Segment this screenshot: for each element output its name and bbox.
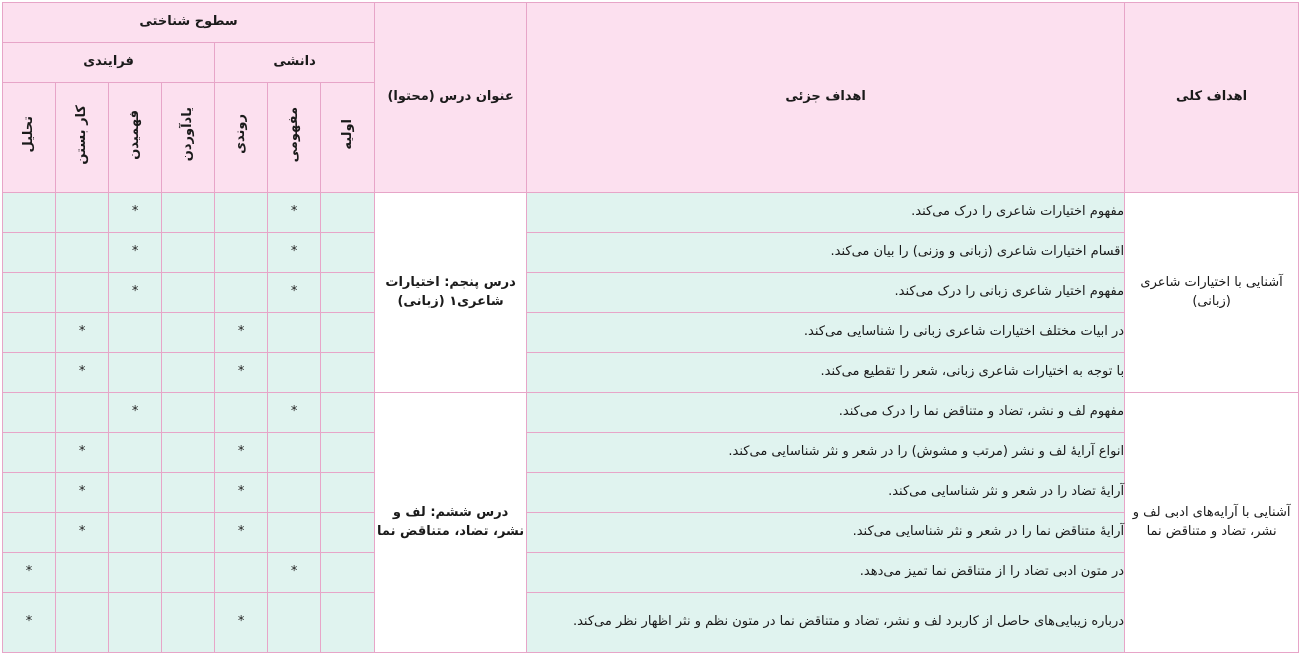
level-mark-cell: *	[268, 393, 321, 433]
level-mark-cell	[268, 313, 321, 353]
partial-goal-cell: در ابیات مختلف اختیارات شاعری زبانی را شناسایی می‌کند.	[527, 313, 1125, 353]
level-mark-cell	[321, 313, 375, 353]
level-mark-cell	[321, 553, 375, 593]
level-label: تحلیل	[20, 116, 36, 153]
level-header	[268, 83, 321, 193]
knowledge-header: دانشی	[215, 43, 375, 83]
level-label: کار بستن	[74, 104, 89, 165]
level-mark-cell: *	[268, 193, 321, 233]
level-mark-cell	[109, 313, 162, 353]
level-label: روندی	[233, 114, 248, 155]
level-mark-cell	[162, 473, 215, 513]
level-mark-cell: *	[109, 393, 162, 433]
level-mark-cell	[162, 193, 215, 233]
level-header	[3, 83, 56, 193]
level-mark-cell: *	[268, 273, 321, 313]
level-mark-cell	[321, 233, 375, 273]
level-mark-cell	[109, 473, 162, 513]
level-mark-cell	[162, 513, 215, 553]
level-mark-cell: *	[109, 273, 162, 313]
level-mark-cell	[56, 193, 109, 233]
table-row	[3, 393, 1299, 433]
table-row	[3, 513, 1299, 553]
level-label: فهمیدن	[127, 109, 142, 160]
level-mark-cell	[3, 353, 56, 393]
table-row	[3, 233, 1299, 273]
level-mark-cell	[56, 593, 109, 653]
level-header	[109, 83, 162, 193]
level-mark-cell	[162, 233, 215, 273]
partial-goal-cell: با توجه به اختیارات شاعری زبانی، شعر را تقطیع می‌کند.	[527, 353, 1125, 393]
level-mark-cell	[109, 553, 162, 593]
lesson-title-cell: درس ششم: لف و نشر، تضاد، متناقض نما	[375, 393, 527, 653]
level-mark-cell	[162, 553, 215, 593]
table-row	[3, 553, 1299, 593]
level-mark-cell	[215, 273, 268, 313]
level-mark-cell: *	[268, 553, 321, 593]
process-header: فرایندی	[3, 43, 215, 83]
level-mark-cell	[56, 393, 109, 433]
level-mark-cell	[3, 393, 56, 433]
level-mark-cell	[162, 433, 215, 473]
table-row	[3, 273, 1299, 313]
partial-goal-cell: درباره زیبایی‌های حاصل از کاربرد لف و نشر، تضاد و متناقض نما در متون نظم و نثر اظهار نظر می‌کند.	[527, 593, 1125, 653]
level-label: اولیه	[339, 119, 355, 150]
level-mark-cell	[3, 313, 56, 353]
level-mark-cell	[321, 473, 375, 513]
general-goal-cell: آشنایی با آرایه‌های ادبی لف و نشر، تضاد و متناقض نما	[1125, 393, 1299, 653]
level-mark-cell	[3, 473, 56, 513]
level-mark-cell	[268, 513, 321, 553]
level-mark-cell	[321, 433, 375, 473]
level-mark-cell	[321, 513, 375, 553]
partial-goal-cell: مفهوم اختیارات شاعری را درک می‌کند.	[527, 193, 1125, 233]
level-mark-cell	[3, 233, 56, 273]
level-mark-cell: *	[56, 313, 109, 353]
partial-goal-cell: در متون ادبی تضاد را از متناقض نما تمیز می‌دهد.	[527, 553, 1125, 593]
level-mark-cell	[268, 353, 321, 393]
cognitive-levels-header: سطوح شناختی	[3, 3, 375, 43]
level-mark-cell	[56, 233, 109, 273]
level-mark-cell	[162, 273, 215, 313]
level-mark-cell	[321, 393, 375, 433]
level-mark-cell: *	[109, 193, 162, 233]
level-mark-cell: *	[215, 593, 268, 653]
level-mark-cell: *	[215, 313, 268, 353]
partial-goal-cell: آرایهٔ تضاد را در شعر و نثر شناسایی می‌کند.	[527, 473, 1125, 513]
level-header	[56, 83, 109, 193]
partial-goal-cell: آرایهٔ متناقض نما را در شعر و نثر شناسایی می‌کند.	[527, 513, 1125, 553]
level-mark-cell	[109, 353, 162, 393]
level-mark-cell	[3, 513, 56, 553]
table-row	[3, 593, 1299, 653]
table-row	[3, 473, 1299, 513]
level-mark-cell	[3, 273, 56, 313]
level-mark-cell: *	[109, 233, 162, 273]
level-mark-cell	[321, 193, 375, 233]
level-mark-cell: *	[56, 473, 109, 513]
level-mark-cell	[215, 553, 268, 593]
level-mark-cell	[215, 393, 268, 433]
level-mark-cell	[56, 273, 109, 313]
level-mark-cell: *	[215, 433, 268, 473]
partial-goal-cell: مفهوم لف و نشر، تضاد و متناقض نما را درک می‌کند.	[527, 393, 1125, 433]
table-row	[3, 313, 1299, 353]
level-mark-cell: *	[3, 593, 56, 653]
table-row	[3, 433, 1299, 473]
level-mark-cell	[162, 593, 215, 653]
level-mark-cell	[109, 433, 162, 473]
level-header	[162, 83, 215, 193]
general-goal-cell: آشنایی با اختیارات شاعری (زبانی)	[1125, 193, 1299, 393]
level-header	[321, 83, 375, 193]
table-row	[3, 353, 1299, 393]
level-mark-cell: *	[56, 513, 109, 553]
level-mark-cell: *	[56, 433, 109, 473]
table-row	[3, 193, 1299, 233]
level-mark-cell	[215, 193, 268, 233]
partial-goals-header: اهداف جزئی	[527, 3, 1125, 193]
lesson-title-cell: درس پنجم: اختیارات شاعری۱ (زبانی)	[375, 193, 527, 393]
level-mark-cell: *	[215, 473, 268, 513]
level-header	[215, 83, 268, 193]
level-mark-cell	[321, 353, 375, 393]
level-label: یادآوردن	[180, 107, 195, 162]
general-goals-header: اهداف کلی	[1125, 3, 1299, 193]
level-mark-cell: *	[3, 553, 56, 593]
partial-goal-cell: اقسام اختیارات شاعری (زبانی و وزنی) را بیان می‌کند.	[527, 233, 1125, 273]
level-mark-cell: *	[268, 233, 321, 273]
level-mark-cell	[268, 593, 321, 653]
level-mark-cell	[268, 433, 321, 473]
level-mark-cell	[3, 433, 56, 473]
level-mark-cell	[268, 473, 321, 513]
level-mark-cell: *	[56, 353, 109, 393]
partial-goal-cell: انواع آرایهٔ لف و نشر (مرتب و مشوش) را در شعر و نثر شناسایی می‌کند.	[527, 433, 1125, 473]
level-mark-cell	[321, 273, 375, 313]
partial-goal-cell: مفهوم اختیار شاعری زبانی را درک می‌کند.	[527, 273, 1125, 313]
level-mark-cell	[162, 313, 215, 353]
level-mark-cell: *	[215, 353, 268, 393]
level-mark-cell: *	[215, 513, 268, 553]
level-mark-cell	[215, 233, 268, 273]
level-label: مفهومی	[286, 106, 301, 163]
level-mark-cell	[162, 353, 215, 393]
level-mark-cell	[321, 593, 375, 653]
level-mark-cell	[109, 513, 162, 553]
level-mark-cell	[3, 193, 56, 233]
lesson-title-header: عنوان درس (محتوا)	[375, 3, 527, 193]
level-mark-cell	[56, 553, 109, 593]
level-mark-cell	[162, 393, 215, 433]
objectives-table	[2, 2, 1299, 653]
level-mark-cell	[109, 593, 162, 653]
